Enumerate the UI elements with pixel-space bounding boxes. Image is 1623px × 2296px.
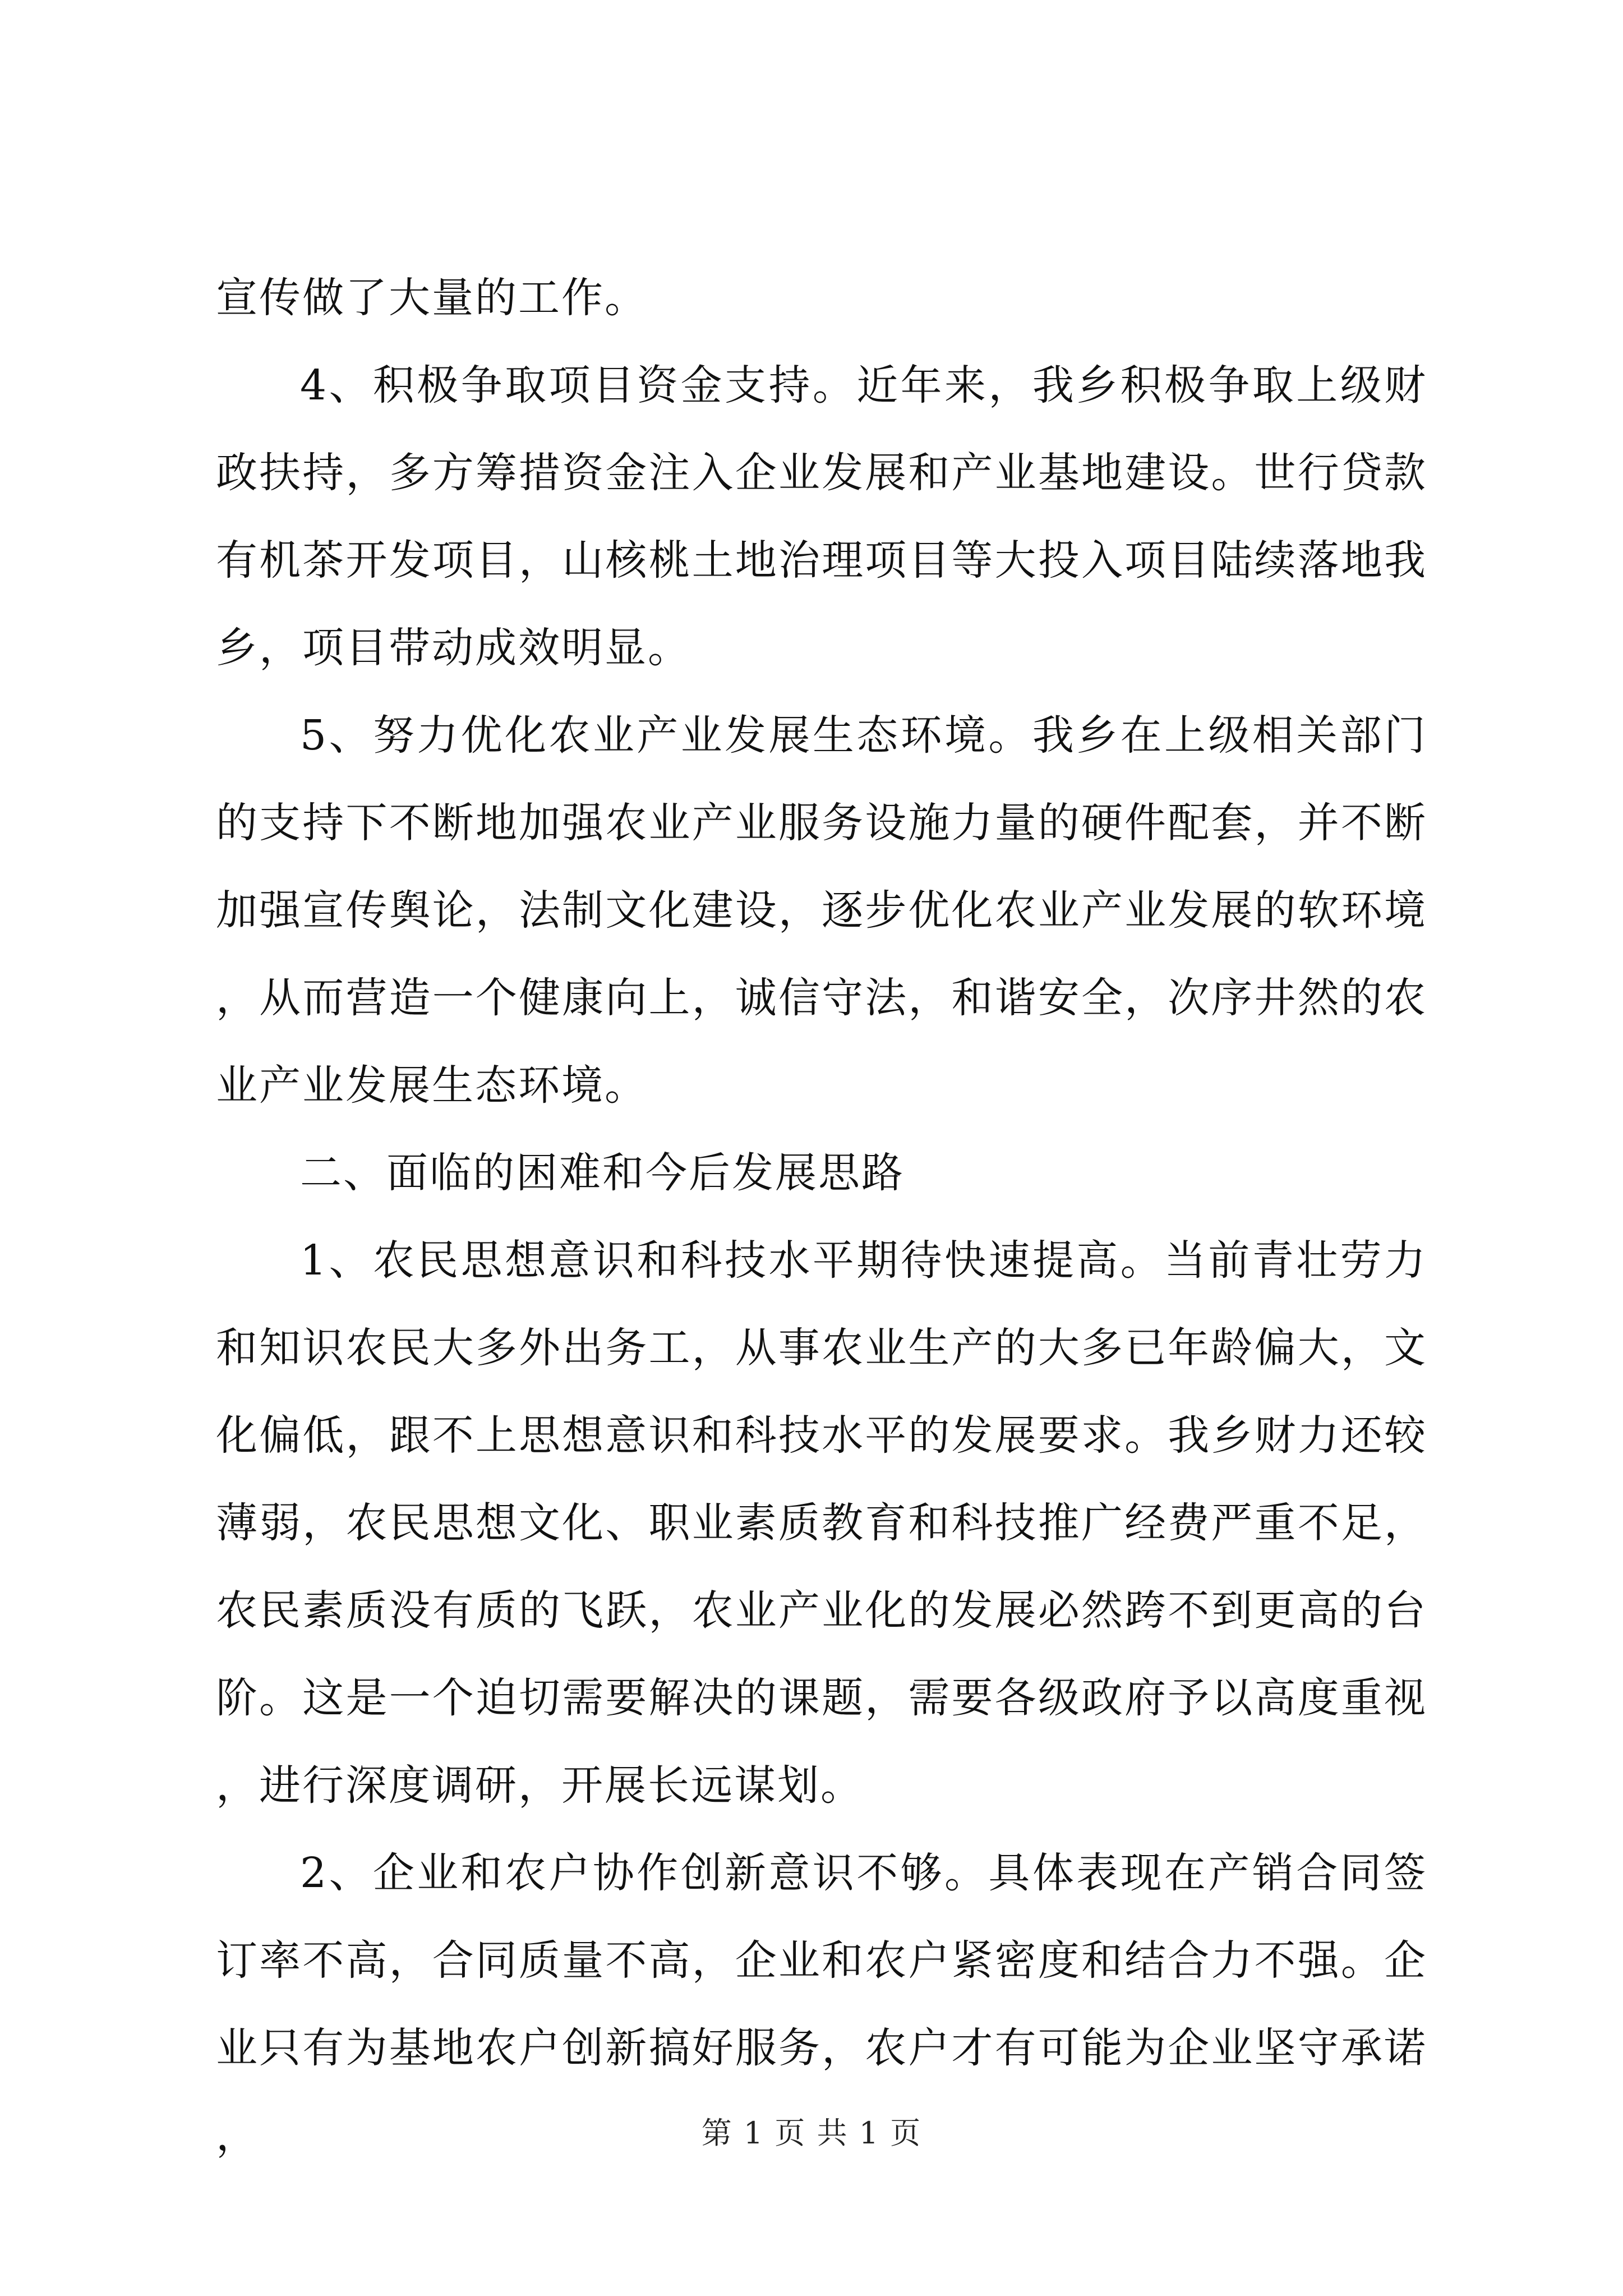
paragraph-continuation: 宣传做了大量的工作。 [216,274,648,322]
section-heading: 二、面临的困难和今后发展思路 [300,1149,905,1197]
paragraph-item-5: 5、努力优化农业产业发展生态环境。我乡在上级相关部门的支持下不断地加强农业产业服务设施力量的硬件配套，并不断加强宣传舆论，法制文化建设，逐步优化农业产业发展的软环境，从而营造一个健康向上，诚信守法，和谐安全，次序井然的农业产业发展生态环境。 [216,711,1427,1110]
paragraph-item-1: 1、农民思想意识和科技水平期待快速提高。当前青壮劳力和知识农民大多外出务工，从事农业生产的大多已年龄偏大，文化偏低，跟不上思想意识和科技水平的发展要求。我乡财力还较薄弱，农民思想文化、职业素质教育和科技推广经费严重不足，农民素质没有质的飞跃，农业产业化的发展必然跨不到更高的台阶。这是一个迫切需要解决的课题，需要各级政府予以高度重视，进行深度调研，开展长远谋划。 [216,1236,1427,1810]
document-body [216,254,1427,2179]
paragraph-item-2: 2、企业和农户协作创新意识不够。具体表现在产销合同签订率不高，合同质量不高，企业和农户紧密度和结合力不强。企业只有为基地农户创新搞好服务，农户才有可能为企业坚守承诺， [216,1849,1427,2160]
paragraph-item-4: 4、积极争取项目资金支持。近年来，我乡积极争取上级财政扶持，多方筹措资金注入企业发展和产业基地建设。世行贷款有机茶开发项目，山核桃土地治理项目等大投入项目陆续落地我乡，项目带动成效明显。 [216,361,1427,672]
page-footer: 第 1 页 共 1 页 [701,2115,922,2151]
